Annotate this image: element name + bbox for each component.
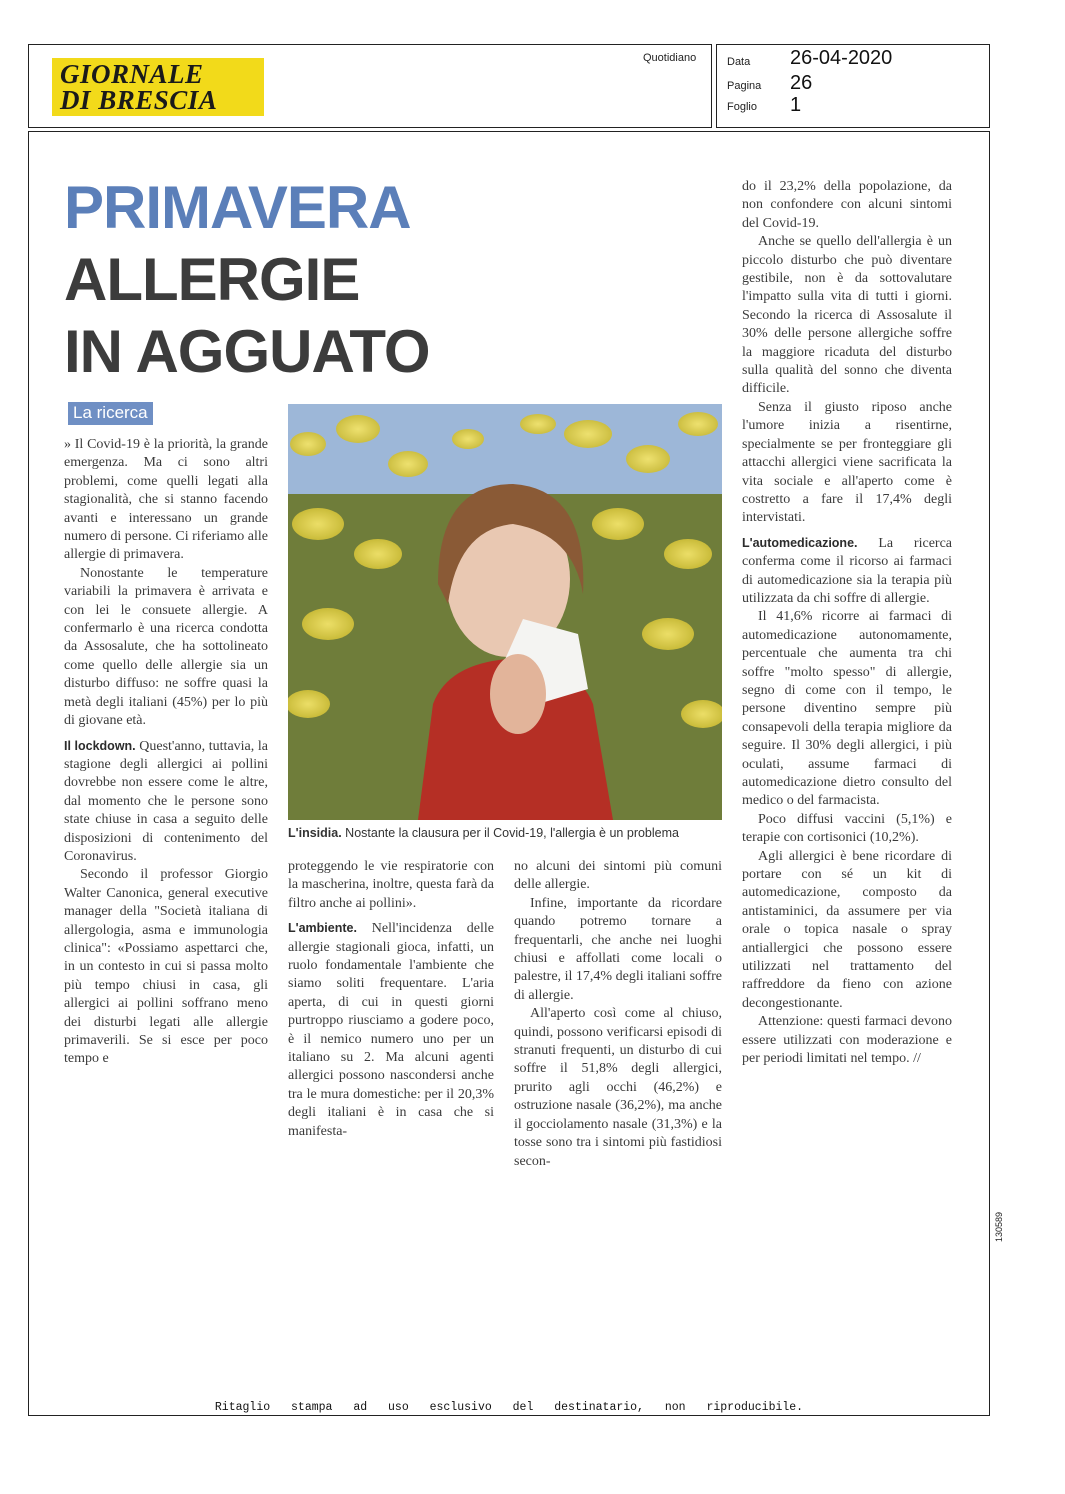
subhead-ambiente: L'ambiente. xyxy=(288,921,357,936)
logo-line-2: DI BRESCIA xyxy=(60,85,218,115)
publication-type: Quotidiano xyxy=(643,52,697,64)
col1-paragraph-4: Secondo il professor Giorgio Walter Canonica, general executive manager della "Società italiana di allergologia, asma e immunologia clinica": «Possiamo aspettarci che, in un contesto in cui si passa molto più tempo chiusi in casa, gli allergici ai pollini soffrano meno dei disturbi legati alle allergie primaverili. Se si esce per poco tempo e xyxy=(64,867,268,1067)
col4-paragraph-4 xyxy=(742,534,952,609)
col4-paragraph-6: Poco diffusi vaccini (5,1%) e terapie con cortisonici (10,2%). xyxy=(742,811,952,846)
subhead-automedicazione: L'automedicazione. xyxy=(742,535,858,550)
photo-illustration xyxy=(288,404,722,820)
caption-bold: L'insidia. xyxy=(288,826,342,840)
caption-text: Nostante la clausura per il Covid-19, l'allergia è un problema xyxy=(341,826,679,840)
date-label: Data xyxy=(727,56,751,68)
photo-caption xyxy=(288,826,722,840)
col1-paragraph-3-text: Quest'anno, tuttavia, la stagione degli allergici ai pollini dovrebbe non essere come le altre, dal momento che le persone sono state chiuse in casa a seguito delle disposizioni di contenimento del Coronavirus. xyxy=(64,738,268,864)
col1-paragraph-3 xyxy=(64,737,268,867)
col4-paragraph-1: do il 23,2% della popolazione, da non confondere con alcuni sintomi del Covid-19. xyxy=(742,179,952,231)
sheet-value: 1 xyxy=(790,94,802,116)
footer-notice: Ritaglio stampa ad uso esclusivo del destinatario, non riproducibile. xyxy=(214,1401,804,1414)
col3-paragraph-3: All'aperto così come al chiuso, quindi, possono verificarsi episodi di stranuti frequenti, un disturbo di cui soffre il 51,8% degli allergici, prurito agli occhi (46,2%) e ostruzione nasale (36,2%), ma anche il gocciolamento nasale (31,3%) e la tosse sono tra i sintomi più fastidiosi secon- xyxy=(514,1006,722,1169)
sheet-label: Foglio xyxy=(727,101,757,113)
col4-paragraph-5: Il 41,6% ricorre ai farmaci di automedicazione autonomamente, percentuale che aumenta tra chi soffre "molto spesso" di allergie, segno di come con il tempo, le persone diventino sempre più consapevoli della terapia migliore da seguire. Il 30% degli allergici, i più oculati, assume farmaci di automedicazione dietro consulto del medico o del farmacista. xyxy=(742,609,952,809)
headline-in-agguato: IN AGGUATO xyxy=(64,318,430,385)
text-column-4 xyxy=(742,178,952,1069)
page-label: Pagina xyxy=(727,80,762,92)
col1-paragraph-2: Nonostante le temperature variabili la primavera è arrivata e con lei le consuete allergie. A confermarlo è una ricerca condotta da Assosalute, che ha sottolineato come quello delle allergie sia un disturbo diffuso: ne soffre quasi la metà degli italiani (45%) per lo più di giovane età. xyxy=(64,565,268,729)
subhead-lockdown: Il lockdown. xyxy=(64,738,136,753)
newspaper-logo xyxy=(52,58,264,116)
col3-paragraph-1: no alcuni dei sintomi più comuni delle allergie. xyxy=(514,859,722,893)
section-tag: La ricerca xyxy=(68,402,153,425)
col2-paragraph-1: proteggendo le vie respiratorie con la mascherina, inoltre, questa farà da filtro anche ai pollini». xyxy=(288,859,494,911)
article-photo xyxy=(288,404,722,820)
date-value: 26-04-2020 xyxy=(790,47,893,69)
col2-paragraph-2-text: Nell'incidenza delle allergie stagionali gioca, infatti, un ruolo fondamentale l'ambiente che siamo soliti frequentare. L'aria aperta, di cui in questi giorni purtroppo riusciamo a godere poco, è il nemico numero uno per un italiano su 2. Ma alcuni agenti allergici possono nascondersi anche tra le mura domestiche: per il 20,3% degli italiani è in casa che si manifesta- xyxy=(288,921,494,1139)
text-column-3 xyxy=(514,858,722,1171)
col4-paragraph-2: Anche se quello dell'allergia è un piccolo disturbo che può diventare gestibile, non è da sottovalutare l'impatto sulla vita di tutti i giorni. Secondo la ricerca di Assosalute il 30% delle persone allergiche soffre la maggiore ricaduta del disturbo sulla qualità del sonno che diventa difficile. xyxy=(742,234,952,397)
col4-paragraph-4-text: La ricerca conferma come il ricorso ai farmaci di automedicazione sia la terapia più utilizzata da chi soffre di allergie. xyxy=(742,535,952,606)
text-column-2 xyxy=(288,858,494,1141)
clipping-code: 130589 xyxy=(994,1211,1004,1242)
headline-allergie: ALLERGIE xyxy=(64,246,360,313)
text-column-1 xyxy=(64,436,268,1069)
headline-primavera: PRIMAVERA xyxy=(64,174,411,241)
col4-paragraph-8: Attenzione: questi farmaci devono essere utilizzati con moderazione e per periodi limitati nel tempo. // xyxy=(742,1014,952,1067)
col2-paragraph-2 xyxy=(288,919,494,1141)
col1-paragraph-1: » Il Covid-19 è la priorità, la grande emergenza. Ma ci sono altri problemi, come quelli legati alla stagionalità, che si stanno facendo avanti e interessano un grande numero di persone. Ci riferiamo alle allergie di primavera. xyxy=(64,437,268,563)
col3-paragraph-2: Infine, importante da ricordare quando potremo tornare a frequentarli, che anche nei luoghi chiusi e affollati come locali o palestre, il 17,4% degli italiani soffre di allergie. xyxy=(514,895,722,1003)
col4-paragraph-7: Agli allergici è bene ricordare di portare con sé un kit di automedicazione, composto da antistaminici, da assumere per via orale o topica nasale o spray antiallergici che possono essere utilizzati nel trattamento del raffreddore da fieno con azione decongestionante. xyxy=(742,848,952,1011)
page-value: 26 xyxy=(790,72,813,94)
logo-line-1: GIORNALE xyxy=(60,59,204,89)
col4-paragraph-3: Senza il giusto riposo anche l'umore inizia a risentirne, specialmente se per fronteggiare gli attacchi allergici viene sacrificata la vita sociale e all'aperto come è costretto a fare il 17,4% degli intervistati. xyxy=(742,399,952,526)
